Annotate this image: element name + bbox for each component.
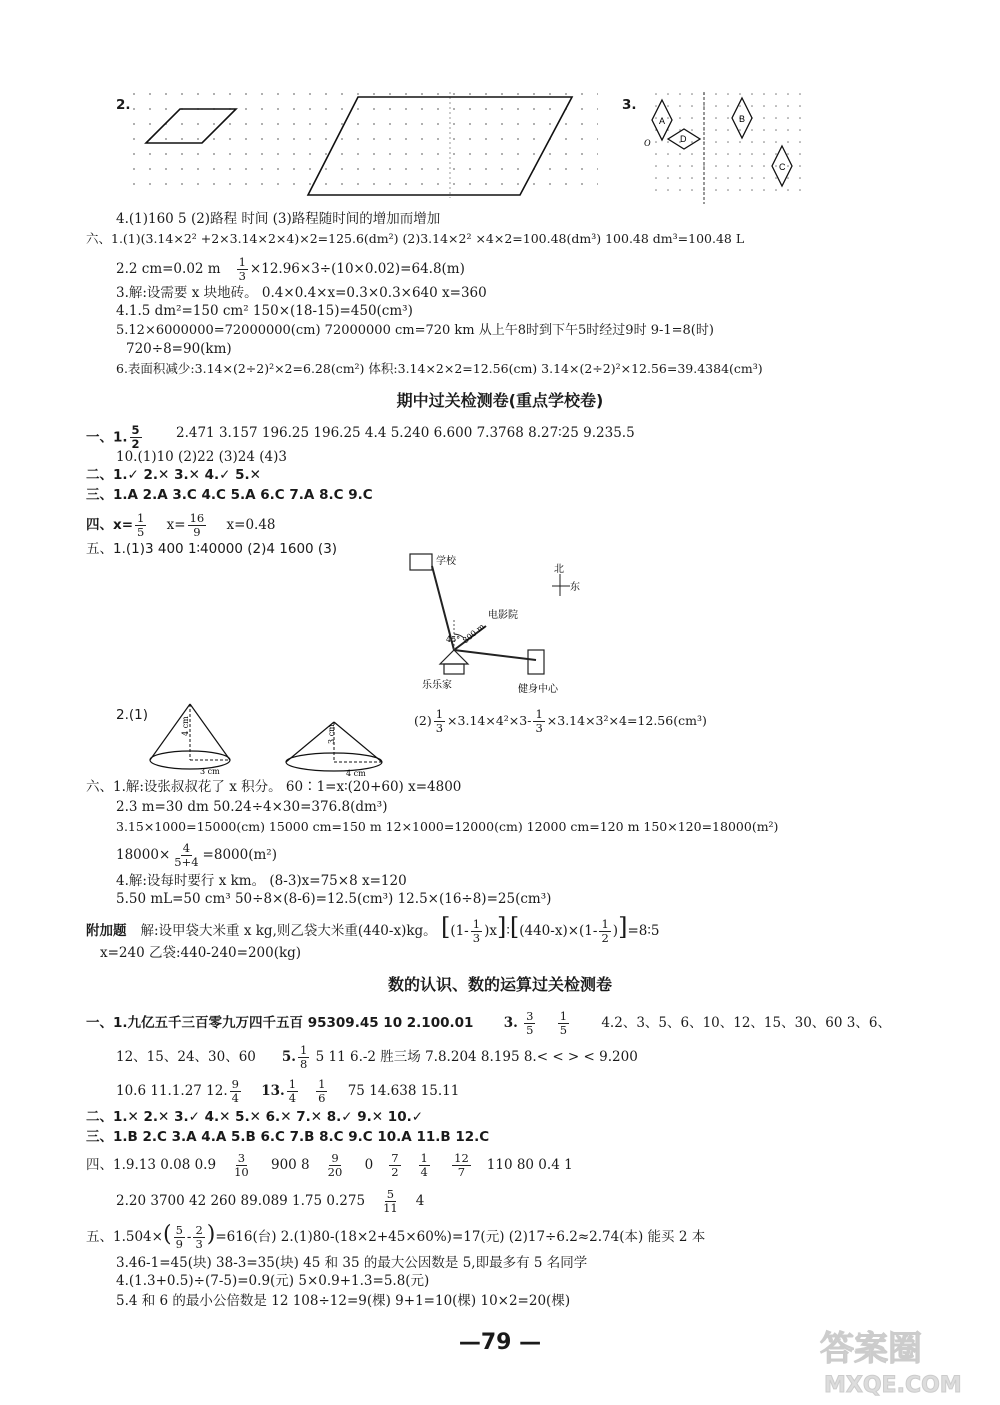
cone1-r: 3 cm [200, 767, 220, 776]
map-cinema: 电影院 [488, 610, 518, 621]
q2-grid-figure [132, 92, 598, 198]
num-r4a: 四、1.9.13 0.08 0.9 $\frac{3}{10}$ 900 8 $\frac{9}{20}$ 0 $\frac{7}{2}$ $\frac{1}{4}$ $\frac{12}{7}$ 110 80 0.4 1 [86, 1151, 573, 1179]
top-s6-2: 2.2 cm=0.02 m $\frac{1}{3}$ ×12.96×3÷(10×0.02)=64.8(m) [116, 255, 465, 283]
number-title: 数的认识、数的运算过关检测卷 [387, 975, 612, 994]
num-r5-1: 五、1.504×( $\frac{5}{9}$ - $\frac{2}{3}$ )=616(台) 2.(1)80-(18×2+45×60%)=17(元) (2)17÷6.2≈2.74(本) 能买 2 本 [86, 1222, 706, 1251]
mid-r5: 五、1.(1)3 400 1∶40000 (2)4 1600 (3) [86, 541, 338, 557]
top-s6-4: 4.1.5 dm²=150 cm² 150×(18-15)=450(cm³) [116, 303, 413, 319]
label-o: O [644, 138, 651, 148]
mid-r3: 三、1.A 2.A 3.C 4.C 5.A 6.C 7.A 8.C 9.C [86, 487, 373, 503]
num-r1c: 10.6 11.1.27 12. $\frac{9}{4}$ 13. $\frac{1}{4}$ $\frac{1}{6}$ 75 14.638 15.11 [116, 1077, 460, 1105]
label-d: D [680, 134, 687, 144]
gym-building [528, 650, 544, 674]
q3-grid-figure [642, 92, 808, 204]
top-s6-3: 3.解:设需要 x 块地砖。 0.4×0.4×x=0.3×0.3×640 x=360 [116, 285, 487, 301]
mid-s6-3b: 18000× $\frac{4}{5+4}$ =8000(m²) [116, 841, 277, 869]
num-r5-3: 3.46-1=45(块) 38-3=35(块) 45 和 35 的最大公因数是 5,即最多有 5 名同学 [116, 1255, 588, 1271]
mid-r10: 10.(1)10 (2)22 (3)24 (4)3 [116, 449, 287, 465]
direction-map [402, 546, 602, 696]
cone1-h: 4 cm [181, 716, 190, 736]
mid-r2: 二、1.✓ 2.✕ 3.✕ 4.✓ 5.✕ [86, 467, 261, 483]
mid-r1: 一、1. $\frac{5}{2}$ [86, 423, 140, 451]
label-c: C [779, 162, 786, 172]
svg-text:答案圈: 答案圈 [820, 1329, 922, 1369]
map-north: 北 [554, 564, 564, 575]
mid-s6-1: 六、1.解:设张叔叔花了 x 积分。 60∶1=x∶(20+60) x=4800 [86, 779, 462, 795]
num-r5-4: 4.(1.3+0.5)÷(7-5)=0.9(元) 5×0.9+1.3=5.8(元) [116, 1273, 430, 1289]
map-school: 学校 [436, 556, 456, 567]
svg-text:MXQE.COM: MXQE.COM [824, 1373, 962, 1398]
num-r1: 一、1.九亿五千三百零九万四千五百 95309.45 10 2.100.01 3. $\frac{3}{5}$ $\frac{1}{5}$ 4.2、3、5、6、10、12、15、30、60 3、6、 [86, 1009, 891, 1037]
mid-extra: 附加题 解:设甲袋大米重 x kg,则乙袋大米重(440-x)kg。 [(1- $\frac{1}{3}$ )x]∶[(440-x)×(1- $\frac{1}{2}$ )]=8∶5 [86, 913, 660, 945]
top-q4: 4.(1)160 5 (2)路程 时间 (3)路程随时间的增加而增加 [116, 211, 441, 227]
num-r5-5: 5.4 和 6 的最小公倍数是 12 108÷12=9(棵) 9+1=10(棵) 10×2=20(棵) [116, 1293, 571, 1309]
map-gym: 健身中心 [518, 684, 558, 695]
num-r3: 三、1.B 2.C 3.A 4.A 5.B 6.C 7.B 8.C 9.C 10.A 11.B 12.C [86, 1129, 490, 1145]
label-a: A [659, 116, 666, 126]
top-s6-5a: 5.12×6000000=72000000(cm) 72000000 cm=720 km 从上午8时到下午5时经过9时 9-1=8(时) [116, 323, 714, 338]
cone2-r: 4 cm [346, 769, 366, 778]
cone2-h: 3 cm [327, 724, 336, 744]
mid-s6-5: 5.50 mL=50 cm³ 50÷8×(8-6)=12.5(cm³) 12.5×(16÷8)=25(cm³) [116, 891, 552, 907]
map-home: 乐乐家 [422, 680, 452, 691]
q3-label: 3. [622, 97, 637, 113]
mid-extra-answer: x=240 乙袋:440-240=200(kg) [100, 945, 302, 961]
num-r2: 二、1.✕ 2.✕ 3.✓ 4.✕ 5.✕ 6.✕ 7.✕ 8.✓ 9.✕ 10.✓ [86, 1109, 424, 1125]
top-s6-6: 6.表面积减少:3.14×(2÷2)²×2=6.28(cm²) 体积:3.14×2×2=12.56(cm) 3.14×(2÷2)²×12.56=39.4384(cm³) [116, 361, 763, 376]
top-s6-5b: 720÷8=90(km) [126, 341, 232, 357]
midterm-title: 期中过关检测卷(重点学校卷) [396, 391, 604, 410]
page-number: —79 — [458, 1330, 542, 1355]
watermark-logo [810, 1320, 990, 1400]
mid-r5-2: 2.(1) [116, 707, 149, 723]
mid-s6-3: 3.15×1000=15000(cm) 15000 cm=150 m 12×1000=12000(cm) 12000 cm=120 m 150×120=18000(m²) [116, 819, 779, 834]
map-east: 东 [570, 582, 580, 593]
label-b: B [739, 114, 746, 124]
num-r1b: 12、15、24、30、60 5. $\frac{1}{8}$ 5 11 6.-2 胜三场 7.8.204 8.195 8.< < > < 9.200 [116, 1043, 638, 1071]
top-s6-1: 六、1.(1)(3.14×2² +2×3.14×2×4)×2=125.6(dm²) (2)3.14×2² ×4×2=100.48(dm³) 100.48 dm³=100.48 L [86, 231, 745, 246]
school-building [410, 554, 432, 570]
cone-figures [146, 700, 410, 780]
num-r4b: 2.20 3700 42 260 89.089 1.75 0.275 $\frac{5}{11}$ 4 [116, 1187, 425, 1215]
map-dist: 800 m [461, 621, 487, 646]
mid-r5-2-calc: (2) $\frac{1}{3}$ ×3.14×4²×3- $\frac{1}{3}$ ×3.14×3²×4=12.56(cm³) [414, 707, 707, 735]
mid-r4: 四、x= $\frac{1}{5}$ x= $\frac{16}{9}$ x=0.48 [86, 511, 276, 539]
map-angle: 45° [446, 635, 461, 644]
q2-label: 2. [116, 97, 131, 113]
mid-s6-2: 2.3 m=30 dm 50.24÷4×30=376.8(dm³) [116, 799, 388, 815]
mid-r1-rest: 2.471 3.157 196.25 196.25 4.4 5.240 6.600 7.3768 8.27∶25 9.235.5 [176, 425, 635, 441]
mid-s6-4: 4.解:设每时要行 x km。 (8-3)x=75×8 x=120 [116, 873, 407, 889]
